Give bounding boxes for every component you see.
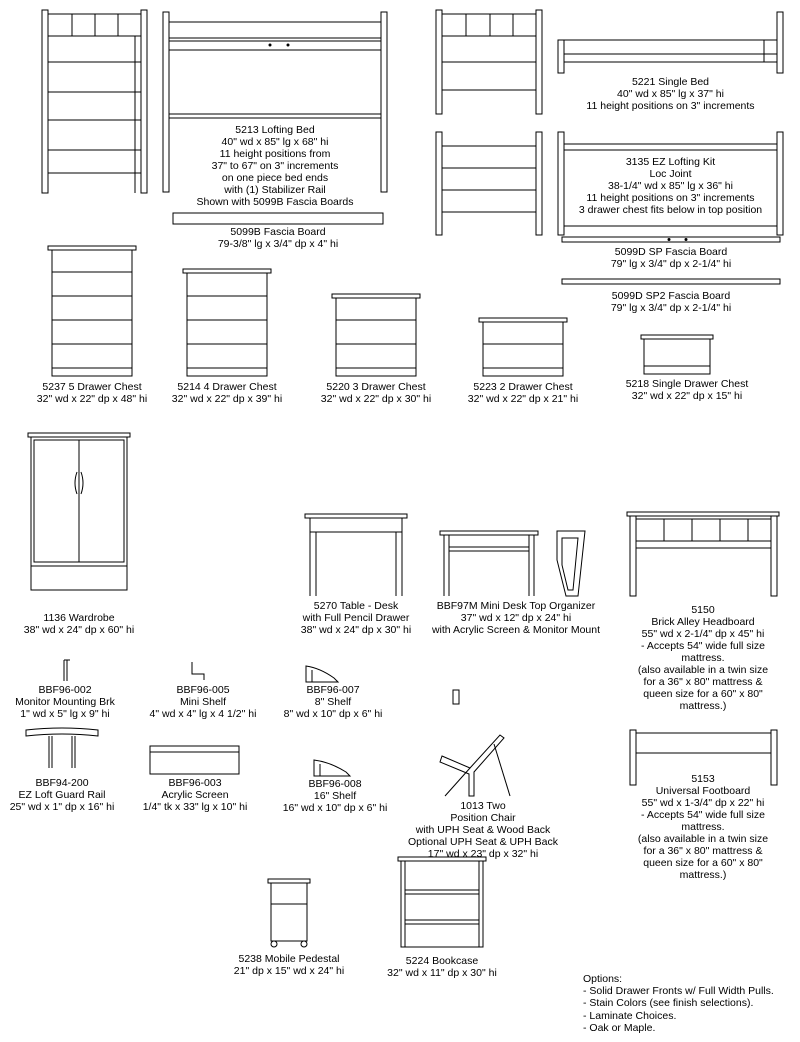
desk-caption: 5270 Table - Desk with Full Pencil Drawer 38" wd x 24" dp x 30" hi	[300, 600, 412, 636]
ez-kit-end-drawing	[436, 132, 542, 235]
chest4-caption: 5214 4 Drawer Chest 32" wd x 22" dp x 39" hi	[171, 381, 283, 405]
fascia-b-drawing	[173, 213, 383, 224]
monitor-brk-caption: BBF96-002 Monitor Mounting Brk 1" wd x 5" lg x 9" hi	[15, 684, 115, 720]
chest2-drawing	[479, 318, 567, 376]
chest1-drawing	[641, 335, 713, 374]
mini-shelf-caption: BBF96-005 Mini Shelf 4" wd x 4" lg x 4 1/2" hi	[149, 684, 257, 720]
loft-bed-end-drawing	[42, 10, 147, 193]
option-item: - Oak or Maple.	[583, 1021, 656, 1034]
chair-caption: 1013 Two Position Chair with UPH Seat & Wood Back Optional UPH Seat & UPH Back 17" wd x 23" dp x 32" hi	[408, 800, 558, 860]
fascia-b-caption: 5099B Fascia Board 79-3/8" lg x 3/4" dp x 4" hi	[217, 226, 339, 250]
fascia-d-sp2-drawing	[562, 279, 780, 284]
ez-kit-caption: 3135 EZ Lofting Kit Loc Joint 38-1/4" wd x 85" lg x 36" hi 11 height positions on 3" increments 3 drawer chest fits below in top position	[578, 156, 763, 216]
pedestal-caption: 5238 Mobile Pedestal 21" dp x 15" wd x 24" hi	[233, 953, 345, 977]
guard-rail-caption: BBF94-200 EZ Loft Guard Rail 25" wd x 1" dp x 16" hi	[9, 777, 115, 813]
shelf16-caption: BBF96-008 16" Shelf 16" wd x 10" dp x 6" hi	[282, 778, 388, 814]
wardrobe-caption: 1136 Wardrobe 38" wd x 24" dp x 60" hi	[23, 612, 135, 636]
options-list	[583, 973, 774, 1034]
shelf8-caption: BBF96-007 8" Shelf 8" wd x 10" dp x 6" hi	[283, 684, 383, 720]
option-item: - Solid Drawer Fronts w/ Full Width Pulls.	[583, 985, 774, 998]
single-bed-end-drawing	[436, 10, 542, 114]
headboard-caption: 5150 Brick Alley Headboard 55" wd x 2-1/4" dp x 45" hi - Accepts 54" wide full size mattress. (also available in a twin size for a 36" x 80" mattress & queen size for a 60" x 80" mattress.)	[637, 604, 769, 712]
chest5-drawing	[48, 246, 136, 376]
headboard-drawing	[627, 512, 779, 596]
chest1-caption: 5218 Single Drawer Chest 32" wd x 22" dp x 15" hi	[625, 378, 749, 402]
wardrobe-drawing	[28, 433, 130, 590]
option-item: - Laminate Choices.	[583, 1009, 677, 1022]
fascia-d-sp2-caption: 5099D SP2 Fascia Board 79" lg x 3/4" dp x 2-1/4" hi	[610, 290, 732, 314]
chest3-caption: 5220 3 Drawer Chest 32" wd x 22" dp x 30" hi	[320, 381, 432, 405]
bookcase-caption: 5224 Bookcase 32" wd x 11" dp x 30" hi	[387, 955, 497, 979]
options-title: Options:	[583, 973, 623, 985]
loft-bed-caption: 5213 Lofting Bed 40" wd x 85" lg x 68" hi 11 height positions from 37" to 67" on 3" increments on one piece bed ends with (1) Stabilizer Rail Shown with 5099B Fascia Boards	[196, 124, 354, 208]
mini-shelf-drawing	[192, 662, 204, 680]
chest5-caption: 5237 5 Drawer Chest 32" wd x 22" dp x 48" hi	[36, 381, 148, 405]
desk-drawing	[305, 514, 407, 596]
option-item: - Stain Colors (see finish selections).	[583, 997, 754, 1010]
organizer-caption: BBF97M Mini Desk Top Organizer 37" wd x 12" dp x 24" hi with Acrylic Screen & Monitor Mount	[431, 600, 601, 636]
acrylic-caption: BBF96-003 Acrylic Screen 1/4" tk x 33" lg x 10" hi	[142, 777, 248, 813]
shelf8-drawing	[306, 666, 338, 682]
organizer-drawing	[440, 531, 585, 596]
single-bed-caption: 5221 Single Bed 40" wd x 85" lg x 37" hi 11 height positions on 3" increments	[586, 76, 755, 112]
chest4-drawing	[183, 269, 271, 376]
shelf16-drawing	[314, 760, 350, 776]
chest2-caption: 5223 2 Drawer Chest 32" wd x 22" dp x 21" hi	[467, 381, 579, 405]
monitor-brk-drawing	[64, 660, 70, 681]
single-bed-side-drawing	[558, 12, 783, 73]
guard-rail-drawing	[26, 728, 98, 768]
fascia-d-sp-caption: 5099D SP Fascia Board 79" lg x 3/4" dp x 2-1/4" hi	[610, 246, 732, 270]
pedestal-drawing	[268, 879, 310, 947]
chair-drawing	[440, 690, 510, 796]
chest3-drawing	[332, 294, 420, 376]
acrylic-screen-drawing	[150, 746, 239, 774]
footboard-caption: 5153 Universal Footboard 55" wd x 1-3/4" dp x 22" hi - Accepts 54" wide full size mattress. (also available in a twin size for a 36" x 80" mattress & queen size for a 60" x 80" mattress.)	[637, 773, 769, 881]
bookcase-drawing	[398, 857, 486, 947]
fascia-d-sp-drawing	[562, 237, 780, 242]
